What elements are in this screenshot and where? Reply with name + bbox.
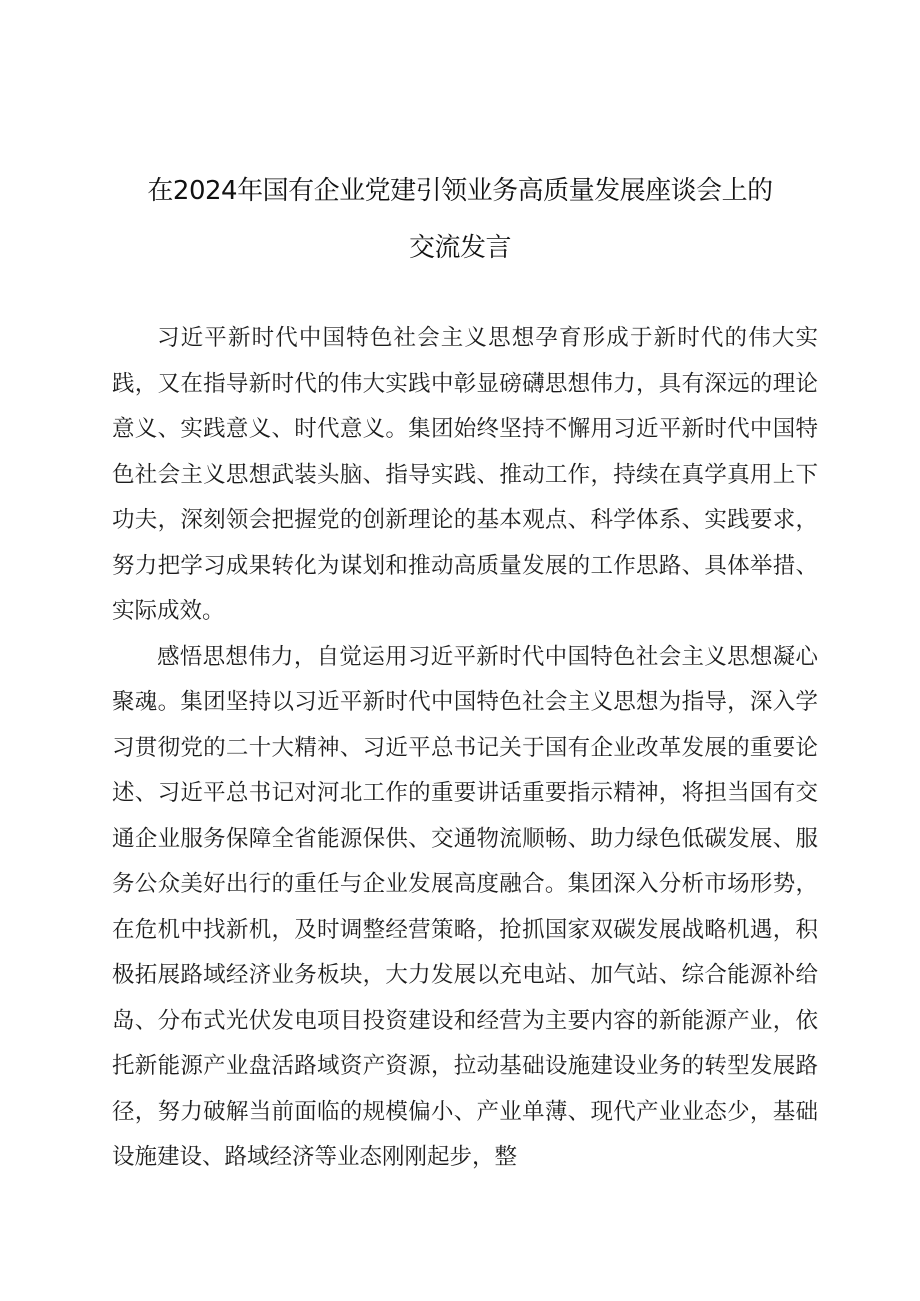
document-title-line-1: 在2024年国有企业党建引领业务高质量发展座谈会上的 xyxy=(147,176,773,206)
body-paragraph-2: 感悟思想伟力，自觉运用习近平新时代中国特色社会主义思想凝心聚魂。集团坚持以习近平新时代中国特色社会主义思想为指导，深入学习贯彻党的二十大精神、习近平总书记关于国有企业改革发展的重要论述、习近平总书记对河北工作的重要讲话重要指示精神，将担当国有交通企业服务保障全省能源保供、交通物流顺畅、助力绿色低碳发展、服务公众美好出行的重任与企业发展高度融合。集团深入分析市场形势，在危机中找新机，及时调整经营策略，抢抓国家双碳发展战略机遇，积极拓展路域经济业务板块，大力发展以充电站、加气站、综合能源补给岛、分布式光伏发电项目投资建设和经营为主要内容的新能源产业，依托新能源产业盘活路域资产资源，拉动基础设施建设业务的转型发展路径，努力破解当前面临的规模偏小、产业单薄、现代产业业态少，基础设施建设、路域经济等业态刚刚起步，整 xyxy=(112,643,818,1170)
document-body xyxy=(112,316,818,1181)
document-title-line-2: 交流发言 xyxy=(408,233,511,263)
body-paragraph-1: 习近平新时代中国特色社会主义思想孕育形成于新时代的伟大实践，又在指导新时代的伟大实践中彰显磅礴思想伟力，具有深远的理论意义、实践意义、时代意义。集团始终坚持不懈用习近平新时代中国特色社会主义思想武装头脑、指导实践、推动工作，持续在真学真用上下功夫，深刻领会把握党的创新理论的基本观点、科学体系、实践要求，努力把学习成果转化为谋划和推动高质量发展的工作思路、具体举措、实际成效。 xyxy=(112,325,818,624)
